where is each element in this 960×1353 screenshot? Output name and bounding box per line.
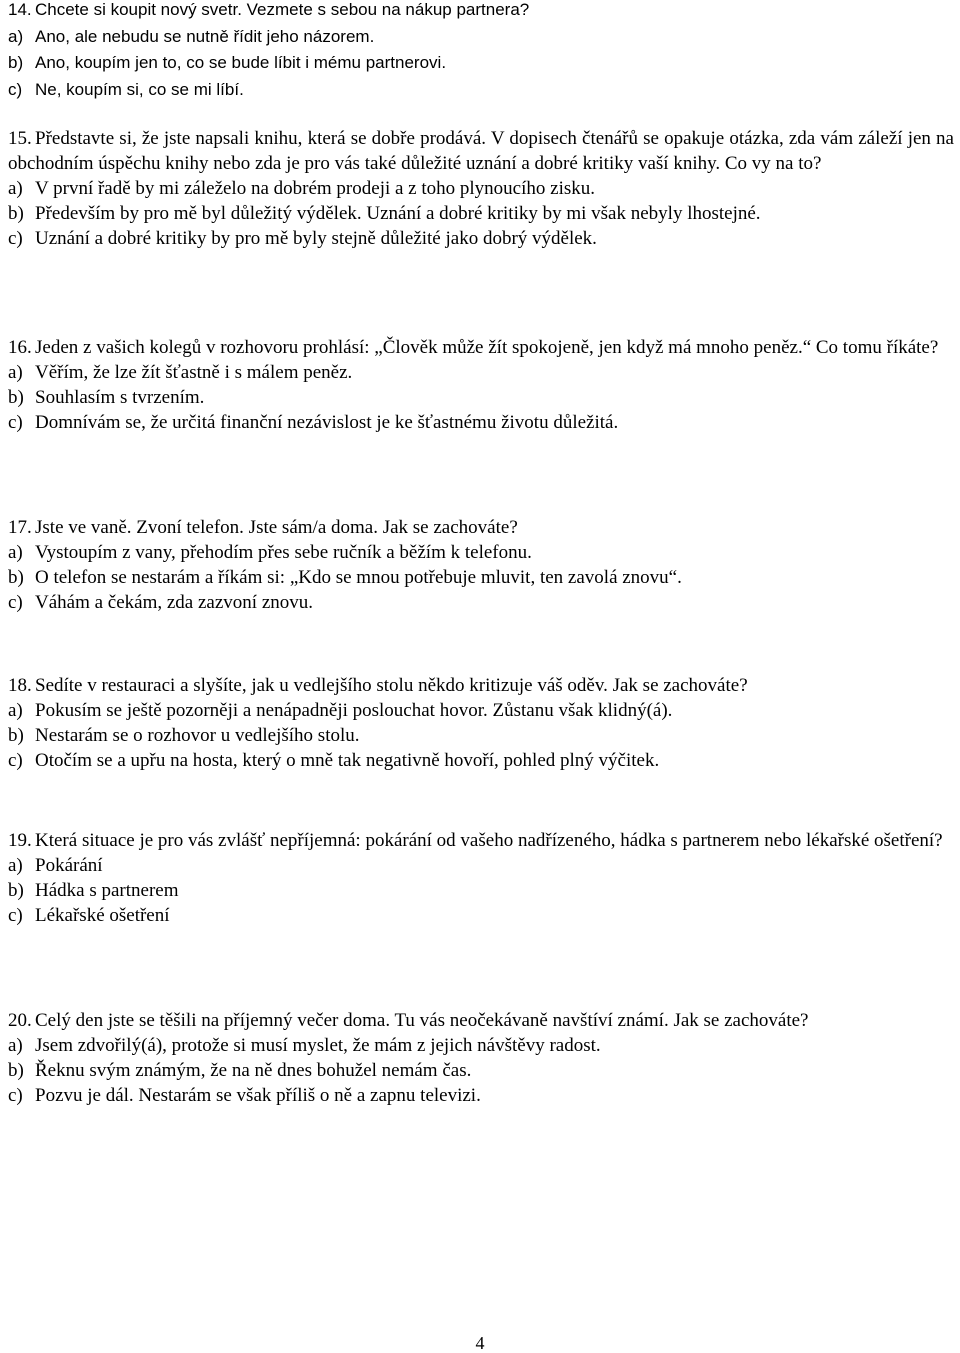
question-prompt: Jeden z vašich kolegů v rozhovoru prohlásí: „Člověk může žít spokojeně, jen když má mnoho peněz.“ Co tomu říkáte?	[35, 337, 939, 358]
question-prompt: Která situace je pro vás zvlášť nepříjemná: pokárání od vašeho nadřízeného, hádka s partnerem nebo lékařské ošetření?	[35, 830, 943, 851]
question-14	[8, 0, 954, 103]
answer-option-c: c) Otočím se a upřu na hosta, který o mně tak negativně hovoří, pohled plný výčitek.	[8, 750, 660, 771]
answer-option-b: b) Hádka s partnerem	[8, 880, 179, 901]
answer-option-c: c) Domnívám se, že určitá finanční nezávislost je ke šťastnému životu důležitá.	[8, 412, 619, 433]
answer-list	[8, 1033, 954, 1108]
answer-option-a: a) Věřím, že lze žít šťastně i s málem peněz.	[8, 362, 353, 383]
question-prompt: Jste ve vaně. Zvoní telefon. Jste sám/a doma. Jak se zachováte?	[35, 517, 518, 538]
answer-list	[8, 853, 954, 928]
answer-option-c: c) Lékařské ošetření	[8, 905, 170, 926]
question-number: 16.	[8, 337, 32, 358]
question-number: 15.	[8, 128, 32, 149]
answer-option-a: a) Ano, ale nebudu se nutně řídit jeho názorem.	[8, 26, 375, 46]
answer-option-b: b) Především by pro mě byl důležitý výdělek. Uznání a dobré kritiky by mi však nebyly lhostejné.	[8, 203, 761, 224]
question-text	[8, 1008, 954, 1033]
question-number: 14.	[8, 0, 32, 19]
question-number: 17.	[8, 517, 32, 538]
answer-option-a: a) V první řadě by mi záleželo na dobrém prodeji a z toho plynoucího zisku.	[8, 178, 595, 199]
question-19	[8, 828, 954, 928]
answer-list	[8, 176, 954, 251]
answer-option-b: b) Nestarám se o rozhovor u vedlejšího stolu.	[8, 725, 360, 746]
question-prompt: Chcete si koupit nový svetr. Vezmete s sebou na nákup partnera?	[35, 0, 530, 19]
question-18	[8, 673, 954, 773]
answer-list	[8, 360, 954, 435]
answer-option-b: b) O telefon se nestarám a říkám si: „Kdo se mnou potřebuje mluvit, ten zavolá znovu“.	[8, 567, 682, 588]
answer-option-c: c) Ne, koupím si, co se mi líbí.	[8, 79, 244, 99]
question-20	[8, 1008, 954, 1108]
answer-option-b: b) Ano, koupím jen to, co se bude líbit i mému partnerovi.	[8, 53, 447, 72]
question-number: 18.	[8, 675, 32, 696]
answer-option-c: c) Váhám a čekám, zda zazvoní znovu.	[8, 592, 314, 613]
question-text	[8, 335, 954, 360]
answer-option-a: a) Pokusím se ještě pozorněji a nenápadněji poslouchat hovor. Zůstanu však klidný(á).	[8, 700, 673, 721]
question-15	[8, 126, 954, 251]
question-17	[8, 515, 954, 615]
question-text	[8, 828, 954, 853]
answer-option-a: a) Pokárání	[8, 855, 103, 876]
page-number: 4	[475, 1333, 485, 1353]
answer-option-c: c) Uznání a dobré kritiky by pro mě byly stejně důležité jako dobrý výdělek.	[8, 228, 597, 249]
answer-list	[8, 698, 954, 773]
question-text	[8, 515, 954, 540]
question-number: 20.	[8, 1010, 32, 1031]
answer-option-a: a) Jsem zdvořilý(á), protože si musí myslet, že mám z jejich návštěvy radost.	[8, 1035, 601, 1056]
question-prompt: Představte si, že jste napsali knihu, která se dobře prodává. V dopisech čtenářů se opakuje otázka, zda vám záleží jen na obchodním úspěchu knihy nebo zda je pro vás také důležité uznání a dobré kritiky vaší knihy. Co vy na to?	[8, 128, 954, 174]
answer-option-c: c) Pozvu je dál. Nestarám se však příliš o ně a zapnu televizi.	[8, 1085, 481, 1106]
question-text	[8, 0, 954, 24]
question-16	[8, 335, 954, 435]
answer-option-b: b) Souhlasím s tvrzením.	[8, 387, 205, 408]
question-text	[8, 126, 954, 176]
answer-option-a: a) Vystoupím z vany, přehodím přes sebe ručník a běžím k telefonu.	[8, 542, 532, 563]
question-number: 19.	[8, 830, 32, 851]
question-prompt: Sedíte v restauraci a slyšíte, jak u vedlejšího stolu někdo kritizuje váš oděv. Jak se zachováte?	[35, 675, 748, 696]
question-text	[8, 673, 954, 698]
answer-option-b: b) Řeknu svým známým, že na ně dnes bohužel nemám čas.	[8, 1060, 472, 1081]
question-prompt: Celý den jste se těšili na příjemný večer doma. Tu vás neočekávaně navštíví známí. Jak se zachováte?	[35, 1010, 809, 1031]
answer-list	[8, 24, 954, 104]
answer-list	[8, 540, 954, 615]
